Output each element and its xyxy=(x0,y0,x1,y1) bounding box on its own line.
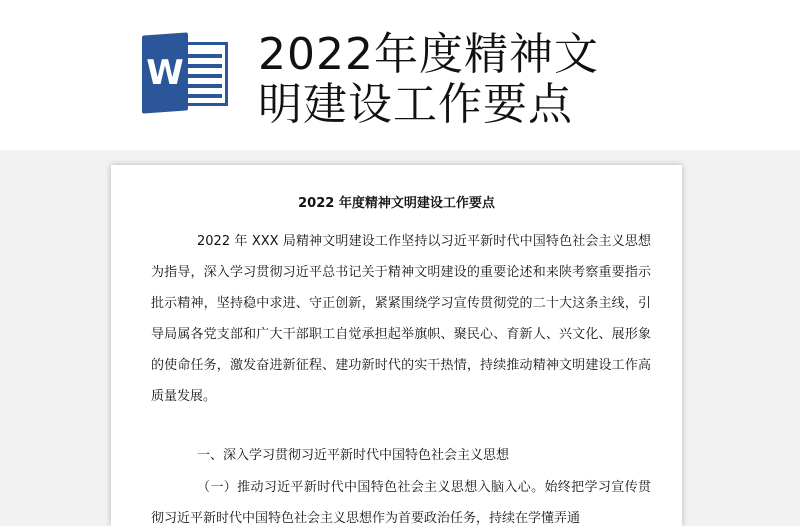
document-heading: 一、深入学习贯彻习近平新时代中国特色社会主义思想 xyxy=(197,448,510,463)
document-preview xyxy=(111,165,682,526)
word-badge-letter: W xyxy=(146,53,184,93)
document-title: 2022 年度精神文明建设工作要点 xyxy=(298,196,495,211)
header xyxy=(0,0,800,150)
word-icon xyxy=(142,34,230,112)
document-paragraph: （一）推动习近平新时代中国特色社会主义思想入脑入心。始终把学习宣传贯彻习近平新时代中国特色社会主义思想作为首要政治任务，持续在学懂弄通 xyxy=(151,480,651,526)
document-paragraph: 2022 年 XXX 局精神文明建设工作坚持以习近平新时代中国特色社会主义思想为指导，深入学习贯彻习近平总书记关于精神文明建设的重要论述和来陕考察重要指示批示精神，坚持稳中求进、守正创新，紧紧围绕学习宣传贯彻党的二十大这条主线，引导局属各党支部和广大干部职工自觉承担起举旗帜、聚民心、育新人、兴文化、展形象的使命任务，激发奋进新征程、建功新时代的实干热情，持续推动精神文明建设工作高质量发展。 xyxy=(151,234,651,404)
page-title: 2022年度精神文明建设工作要点 xyxy=(258,29,599,130)
